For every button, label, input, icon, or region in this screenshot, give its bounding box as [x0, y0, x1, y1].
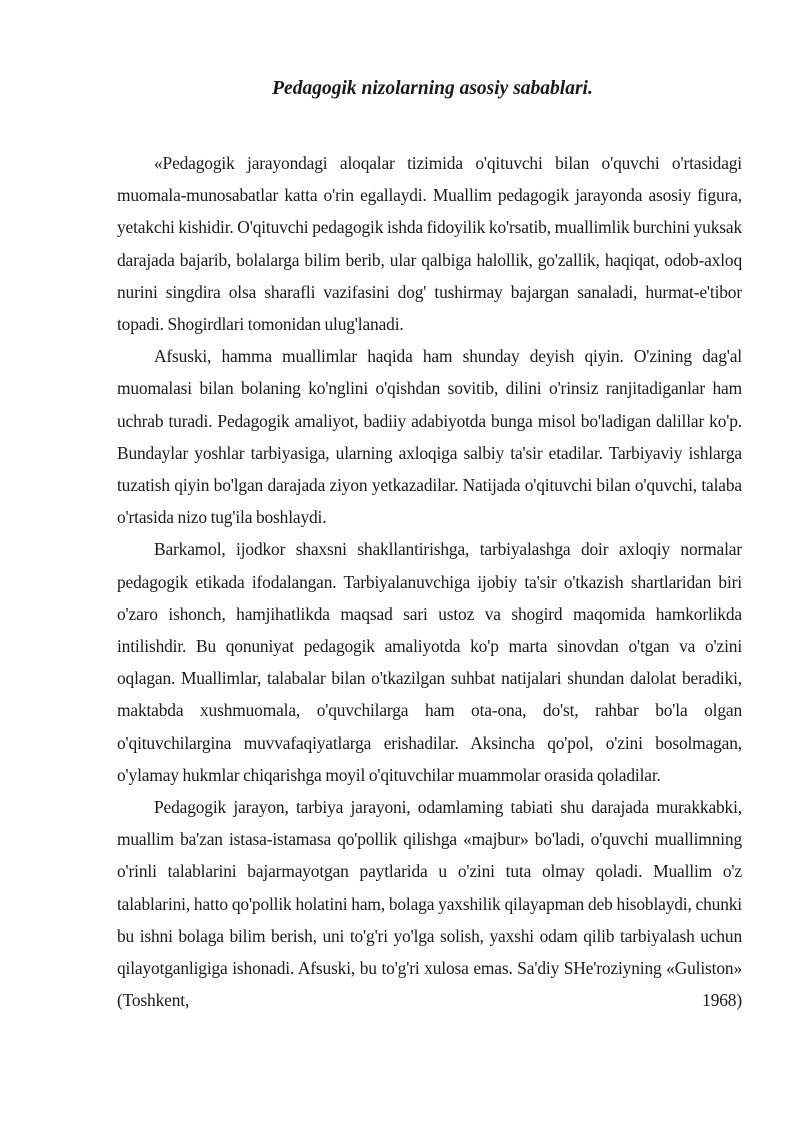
- paragraph-1: «Pedagogik jarayondagi aloqalar tizimida o'qituvchi bilan o'quvchi o'rtasidagi muomala-munosabatlar katta o'rin egallaydi. Muallim pedagogik jarayonda asosiy figura, yetakchi kishidir. O'qituvchi pedagogik ishda fidoyilik ko'rsatib, muallimlik burchini yuksak darajada bajarib, bolalarga bilim berib, ular qalbiga halollik, go'zallik, haqiqat, odob-axloq nurini singdira olsa sharafli vazifasini dog' tushirmay bajargan sanaladi, hurmat-e'tibor topadi. Shogirdlari tomonidan ulug'lanadi.: [117, 153, 742, 335]
- paragraph-2: Afsuski, hamma muallimlar haqida ham shunday deyish qiyin. O'zining dag'al muomalasi bilan bolaning ko'nglini o'qishdan sovitib, dilini o'rinsiz ranjitadiganlar ham uchrab turadi. Pedagogik amaliyot, badiiy adabiyotda bunga misol bo'ladigan dalillar ko'p. Bundaylar yoshlar tarbiyasiga, ularning axloqiga salbiy ta'sir etadilar. Tarbiyaviy ishlarga tuzatish qiyin bo'lgan darajada ziyon yetkazadilar. Natijada o'qituvchi bilan o'quvchi, talaba o'rtasida nizo tug'ila boshlaydi.: [117, 346, 742, 528]
- document-page: [117, 74, 742, 1016]
- document-title: Pedagogik nizolarning asosiy sabablari.: [272, 78, 593, 99]
- paragraph-4: Pedagogik jarayon, tarbiya jarayoni, odamlaming tabiati shu darajada murakkabki, muallim ba'zan istasa-istamasa qo'pollik qilishga «majbur» bo'ladi, o'quvchi muallimning o'rinli talablarini bajarmayotgan paytlarida u o'zini tuta olmay qoladi. Muallim o'z talablarini, hatto qo'pollik holatini ham, bolaga yaxshilik qilayapman deb hisoblaydi, chunki bu ishni bolaga bilim berish, uni to'g'ri yo'lga solish, yaxshi odam qilib tarbiyalash uchun qilayotganligiga ishonadi. Afsuski, bu to'g'ri xulosa emas. Sa'diy SHe'roziyning «Guliston» (Toshkent, 1968): [117, 797, 742, 1011]
- paragraph-3: Barkamol, ijodkor shaxsni shakllantirishga, tarbiyalashga doir axloqiy normalar pedagogik etikada ifodalangan. Tarbiyalanuvchiga ijobiy ta'sir o'tkazish shartlaridan biri o'zaro ishonch, hamjihatlikda maqsad sari ustoz va shogird maqomida hamkorlikda intilishdir. Bu qonuniyat pedagogik amaliyotda ko'p marta sinovdan o'tgan va o'zini oqlagan. Muallimlar, talabalar bilan o'tkazilgan suhbat natijalari shundan dalolat beradiki, maktabda xushmuomala, o'quvchilarga ham ota-ona, do'st, rahbar bo'la olgan o'qituvchilargina muvvafaqiyatlarga erishadilar. Aksincha qo'pol, o'zini bosolmagan, o'ylamay hukmlar chiqarishga moyil o'qituvchilar muammolar orasida qoladilar.: [117, 539, 742, 785]
